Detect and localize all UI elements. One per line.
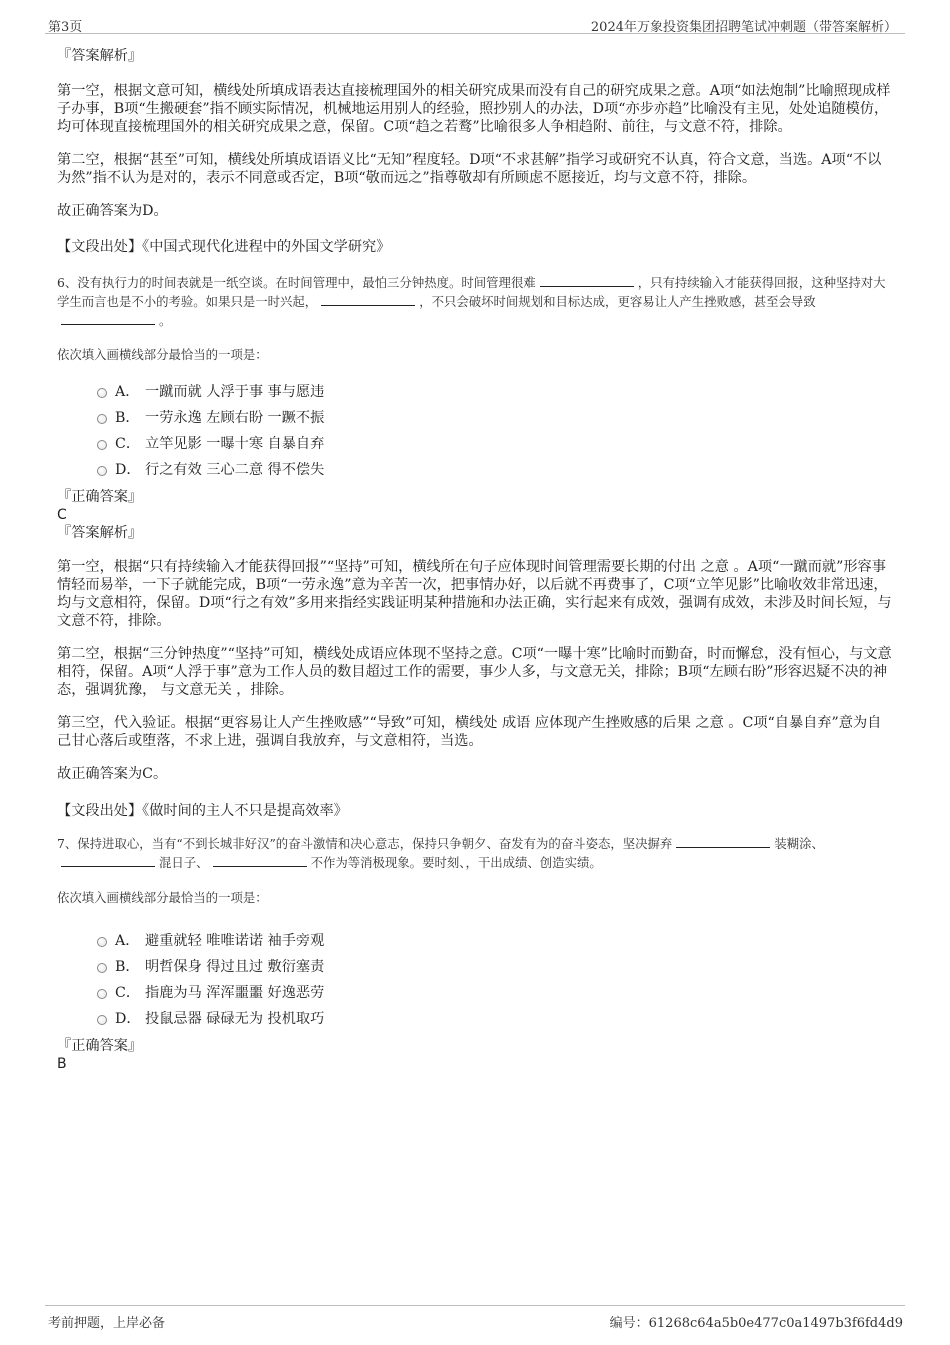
radio-icon[interactable] [97, 989, 107, 999]
option-a[interactable]: A． 避重就轻 唯唯诺诺 袖手旁观 [97, 927, 892, 953]
radio-icon[interactable] [97, 1015, 107, 1025]
option-c[interactable]: C． 指鹿为马 浑浑噩噩 好逸恶劳 [97, 979, 892, 1005]
answer-blank [321, 294, 415, 306]
option-b[interactable]: B． 一劳永逸 左顾右盼 一蹶不振 [97, 404, 892, 430]
answer-blank [213, 855, 307, 867]
correct-answer-label: 『正确答案』 [57, 489, 143, 505]
option-c[interactable]: C． 立竿见影 一曝十寒 自暴自弃 [97, 430, 892, 456]
answer-blank [676, 836, 770, 848]
radio-icon[interactable] [97, 963, 107, 973]
answer-blank [540, 275, 634, 287]
footer-slogan: 考前押题，上岸必备 [48, 1316, 166, 1331]
page-number: 第3页 [48, 20, 83, 35]
question-prompt: 依次填入画横线部分最恰当的一项是： [57, 890, 268, 905]
analysis-label: 『答案解析』 [57, 525, 143, 541]
question-stem: 6、没有执行力的时间表就是一纸空谈。在时间管理中，最怕三分钟热度。时间管理很难 ，只有持续输入才能获得回报，这种坚持对大学生而言也是不小的考验。如果只是一时兴起， ，不只会破坏时间规划和目标达成，更容易让人产生挫败感，甚至会导致。 [57, 275, 886, 328]
page-header [45, 14, 905, 34]
source: 【文段出处】《中国式现代化进程中的外国文学研究》 [57, 239, 391, 255]
document-title: 2024年万象投资集团招聘笔试冲刺题（带答案解析） [590, 20, 897, 35]
analysis-paragraph: 第三空，代入验证。根据“更容易让人产生挫败感”“导致”可知，横线处 成语 应体现产生挫败感的后果 之意 。C项“自暴自弃”意为自己甘心落后或堕落，不求上进，强调自我放弃，与文意相符，当选。 [57, 715, 882, 749]
analysis-paragraph: 第二空，根据“三分钟热度”“坚持”可知，横线处成语应体现不坚持之意。C项“一曝十寒”比喻时而勤奋，时而懈怠，没有恒心，与文意相符，保留。A项“人浮于事”意为工作人员的数目超过工作的需要，事少人多，与文意无关，排除；B项“左顾右盼”形容迟疑不决的神态，强调犹豫， 与文意无关 ，排除。 [57, 646, 892, 698]
analysis-paragraph: 第一空，根据“只有持续输入才能获得回报”“坚持”可知，横线所在句子应体现时间管理需要长期的付出 之意 。A项“一蹴而就”形容事情轻而易举，一下子就能完成，B项“一劳永逸”意为辛苦一次，把事情办好，以后就不再费事了，C项“立竿见影”比喻收效非常迅速，均与文意相符，保留。D项“行之有效”多用来指经实践证明某种措施和办法正确，实行起来有成效，强调有成效，未涉及时间长短，与文意不符，排除。 [57, 559, 892, 629]
radio-icon[interactable] [97, 440, 107, 450]
correct-answer: C [57, 507, 67, 523]
answer-blank [61, 313, 155, 325]
source: 【文段出处】《做时间的主人不只是提高效率》 [57, 803, 348, 819]
option-list [97, 378, 892, 482]
option-b[interactable]: B． 明哲保身 得过且过 敷衍塞责 [97, 953, 892, 979]
option-a[interactable]: A． 一蹴而就 人浮于事 事与愿违 [97, 378, 892, 404]
option-d[interactable]: D． 投鼠忌器 碌碌无为 投机取巧 [97, 1005, 892, 1031]
document-id: 编号：61268c64a5b0e477c0a1497b3f6fd4d9 [609, 1316, 903, 1331]
analysis-label: 『答案解析』 [57, 48, 143, 64]
radio-icon[interactable] [97, 414, 107, 424]
radio-icon[interactable] [97, 388, 107, 398]
analysis-paragraph: 第二空，根据“甚至”可知，横线处所填成语语义比“无知”程度轻。D项“不求甚解”指学习或研究不认真，符合文意，当选。A项“不以为然”指不认为是对的，表示不同意或否定，B项“敬而远之”指尊敬却有所顾虑不愿接近，均与文意不符，排除。 [57, 152, 882, 186]
question-stem: 7、保持进取心，当有“不到长城非好汉”的奋斗激情和决心意志，保持只争朝夕、奋发有为的奋斗姿态，坚决摒弃 装糊涂、混日子、 不作为等消极现象。要时刻、，干出成绩、创造实绩。 [57, 836, 824, 870]
option-d[interactable]: D． 行之有效 三心二意 得不偿失 [97, 456, 892, 482]
correct-answer: B [57, 1056, 67, 1072]
page-content [57, 45, 892, 1073]
question-prompt: 依次填入画横线部分最恰当的一项是： [57, 347, 268, 362]
radio-icon[interactable] [97, 937, 107, 947]
conclusion: 故正确答案为C。 [57, 766, 168, 782]
analysis-paragraph: 第一空，根据文意可知，横线处所填成语表达直接梳理国外的相关研究成果而没有自己的研究成果之意。A项“如法炮制”比喻照现成样子办事，B项“生搬硬套”指不顾实际情况，机械地运用别人的经验，照抄别人的办法，D项“亦步亦趋”比喻没有主见，处处追随模仿，均可体现直接梳理国外的相关研究成果之意，保留。C项“趋之若鹜”比喻很多人争相趋附、前往，与文意不符，排除。 [57, 83, 891, 135]
page-footer [45, 1305, 905, 1335]
option-list [97, 927, 892, 1031]
radio-icon[interactable] [97, 466, 107, 476]
correct-answer-label: 『正确答案』 [57, 1038, 143, 1054]
conclusion: 故正确答案为D。 [57, 203, 168, 219]
answer-blank [61, 855, 155, 867]
